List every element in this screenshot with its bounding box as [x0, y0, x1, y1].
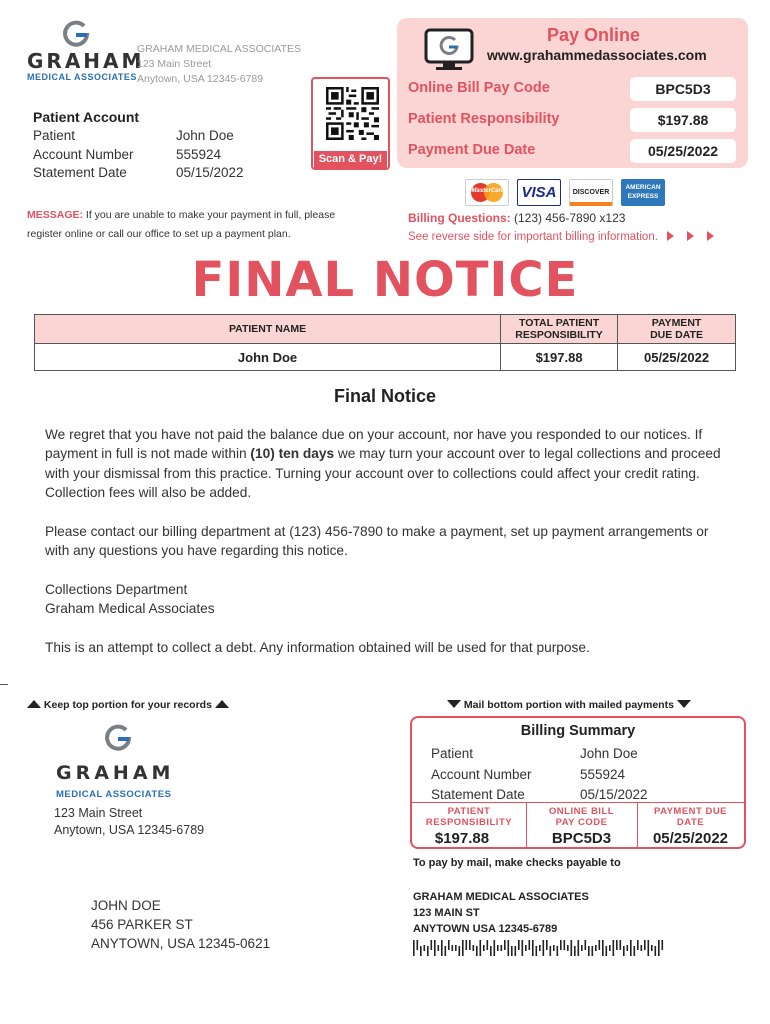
barcode-bar: [476, 946, 478, 956]
table-cell-patient-name: John Doe: [35, 344, 501, 371]
bs-col-paycode-value: BPC5D3: [551, 830, 612, 847]
qr-code-icon: [326, 87, 379, 140]
table-header-due: PAYMENT DUE DATE: [618, 315, 736, 344]
pay-online-url[interactable]: www.grahammedassociates.com: [487, 47, 707, 63]
barcode-bar: [606, 946, 608, 956]
barcode-bar: [609, 945, 611, 951]
barcode-bar: [522, 940, 524, 956]
barcode-bar: [448, 940, 450, 950]
barcode-bar: [553, 945, 555, 951]
patient-responsibility-value: $197.88: [630, 108, 736, 132]
bs-col-label: PAYMENT DUE: [653, 806, 728, 817]
barcode-bar: [637, 940, 639, 950]
triangle-down-icon: [447, 700, 461, 708]
barcode-bar: [525, 945, 527, 951]
table-cell-due: 05/25/2022: [618, 344, 736, 371]
bs-col-responsibility-value: $197.88: [434, 830, 490, 847]
org-street: 123 Main Street: [137, 58, 212, 70]
stub-logo-wordmark: GRAHAM: [56, 762, 175, 784]
mastercard-icon: [465, 179, 509, 206]
logo-subtitle: MEDICAL ASSOCIATES: [27, 72, 137, 82]
message-line2: register online or call our office to set up a payment plan.: [27, 228, 291, 240]
barcode-bar: [571, 940, 573, 956]
barcode-bar: [515, 946, 517, 956]
barcode-bar: [473, 945, 475, 951]
bs-col-due-label: [637, 807, 744, 828]
scan-pay-label: Scan & Pay!: [314, 151, 387, 168]
pay-online-title: Pay Online: [547, 25, 641, 45]
barcode-bar: [539, 945, 541, 951]
patient-mailing-address: [91, 896, 270, 953]
barcode-bar: [560, 940, 562, 950]
barcode-bar: [518, 940, 520, 950]
bs-value-patient: John Doe: [580, 746, 638, 761]
account-label-patient: Patient: [33, 128, 76, 143]
letter-paragraph-2: Please contact our billing department at (123) 456-7890 to make a payment, set up payment arrangements or with any questions you have regarding this notice.: [45, 524, 709, 559]
barcode-bar: [662, 940, 664, 950]
barcode-bar: [585, 940, 587, 950]
barcode-bar: [620, 940, 622, 950]
bill-pay-code-label: Online Bill Pay Code: [408, 80, 550, 96]
bill-pay-code-value: BPC5D3: [630, 77, 736, 101]
letter-p1-b: we may turn your account over to legal collections and proceed with your dismissal from this practice. Turning your account over to collections could affect your credit rating. Collection fees will also be added.: [45, 446, 721, 500]
table-header-patient-name: PATIENT NAME: [35, 315, 501, 344]
bs-col-label: PATIENT: [447, 806, 491, 817]
qr-code-panel[interactable]: [311, 77, 390, 170]
org-address: [137, 42, 301, 87]
letter-p1-a: We regret that you have not paid the balance due on your account, nor have you responded to our notices. If payment in full is not made within: [45, 427, 703, 462]
letter-signature: [45, 580, 735, 619]
logo-wordmark: GRAHAM: [27, 49, 145, 73]
payable-note: To pay by mail, make checks payable to: [413, 857, 621, 869]
barcode-bar: [455, 945, 457, 951]
patient-responsibility-label: Patient Responsibility: [408, 111, 560, 127]
reverse-side-note: [408, 231, 719, 243]
barcode-bar: [634, 946, 636, 956]
tear-mark: [0, 684, 8, 685]
bs-value-date: 05/15/2022: [580, 787, 648, 802]
account-labels: [33, 127, 134, 183]
barcode-bar: [469, 940, 471, 950]
stub-org-city: Anytown, USA 12345-6789: [54, 823, 205, 837]
keep-top-text: Keep top portion for your records: [43, 699, 212, 711]
barcode-bar: [578, 940, 580, 956]
barcode-bar: [452, 945, 454, 951]
letter-paragraph-3: This is an attempt to collect a debt. Any information obtained will be used for that purpose.: [45, 640, 590, 655]
barcode-bar: [434, 940, 436, 956]
mastercard-text: MasterCard: [471, 188, 505, 194]
barcode-bar: [529, 940, 531, 950]
bs-col-paycode-label: [526, 807, 637, 828]
reverse-side-text: See reverse side for important billing information.: [408, 231, 658, 243]
barcode-bar: [550, 946, 552, 956]
keep-top-note: [27, 699, 229, 711]
divider: [412, 802, 744, 803]
org-name: GRAHAM MEDICAL ASSOCIATES: [137, 43, 301, 55]
barcode-bar: [501, 945, 503, 951]
barcode-bar: [588, 946, 590, 956]
barcode-bar: [658, 940, 660, 956]
stub-org-street: 123 Main Street: [54, 806, 143, 820]
barcode-bar: [546, 940, 548, 950]
barcode-bar: [494, 940, 496, 956]
barcode-bar: [536, 946, 538, 956]
graham-logo-icon: [104, 724, 132, 752]
message-line1: If you are unable to make your payment in full, please: [83, 209, 336, 221]
payment-due-label: Payment Due Date: [408, 142, 536, 158]
mail-bottom-text: Mail bottom portion with mailed payments: [463, 699, 674, 711]
message-label: MESSAGE:: [27, 209, 84, 221]
remit-addr-line: 123 MAIN ST: [413, 907, 480, 919]
barcode-bar: [483, 945, 485, 951]
barcode-bar: [445, 946, 447, 956]
barcode-bar: [623, 946, 625, 956]
billing-questions: [408, 211, 625, 225]
barcode-bar: [487, 940, 489, 950]
barcode-bar: [504, 940, 506, 950]
bs-label-date: Statement Date: [431, 787, 525, 802]
account-value-number: 555924: [176, 146, 222, 162]
bs-value-account: 555924: [580, 766, 626, 782]
barcode-bar: [567, 945, 569, 951]
letter-p1-bold: (10) ten days: [250, 446, 335, 462]
barcode-bar: [441, 940, 443, 956]
message-text: [27, 206, 397, 244]
bs-label-patient: Patient: [431, 746, 474, 761]
triangle-up-icon: [27, 700, 41, 708]
barcode-bar: [648, 940, 650, 956]
letter-signature-org: Graham Medical Associates: [45, 601, 215, 617]
barcode-bar: [616, 940, 618, 950]
barcode-bar: [480, 940, 482, 956]
barcode-bar: [427, 946, 429, 956]
letter-paragraph-1: [45, 425, 735, 502]
table-row: [35, 344, 736, 371]
barcode-bar: [651, 945, 653, 951]
barcode-bar: [644, 940, 646, 950]
bs-col-due-value: 05/25/2022: [652, 830, 729, 847]
barcode-bar: [431, 940, 433, 950]
discover-icon: DISCOVER: [569, 179, 613, 206]
barcode-bar: [532, 940, 534, 956]
patient-addr-line: ANYTOWN, USA 12345-0621: [91, 936, 271, 951]
bs-col-label: PAY CODE: [555, 816, 608, 828]
letter-signature-dept: Collections Department: [45, 582, 188, 597]
patient-addr-line: JOHN DOE: [91, 898, 161, 913]
barcode-bar: [417, 940, 419, 950]
barcode-bar: [564, 940, 566, 950]
account-values: [176, 127, 244, 183]
triangle-up-icon: [215, 700, 229, 708]
computer-monitor-icon: [424, 28, 480, 74]
barcode-bar: [599, 940, 601, 950]
letter-heading: Final Notice: [333, 386, 436, 406]
barcode-bar: [424, 945, 426, 951]
barcode-bar: [413, 940, 415, 956]
barcode-bar: [627, 945, 629, 951]
barcode-bar: [508, 940, 510, 956]
barcode-bar: [613, 940, 615, 956]
barcode-bar: [595, 945, 597, 951]
barcode-bar: [459, 946, 461, 956]
remit-address: [413, 889, 589, 937]
remit-addr-line: ANYTOWN USA 12345-6789: [413, 923, 558, 935]
billing-summary-values: [580, 744, 648, 806]
billing-questions-label: Billing Questions:: [408, 211, 511, 225]
account-value-date: 05/15/2022: [176, 165, 244, 180]
account-value-patient: John Doe: [176, 128, 234, 143]
billing-summary-labels: [431, 744, 532, 806]
barcode-bar: [581, 945, 583, 951]
barcode-bar: [420, 946, 422, 956]
barcode-bar: [574, 946, 576, 956]
barcode-bar: [641, 945, 643, 951]
table-header-row: [35, 315, 736, 344]
barcode-bar: [438, 945, 440, 951]
patient-account-heading: Patient Account: [33, 109, 140, 125]
final-notice-title: FINAL NOTICE: [191, 252, 579, 308]
barcode-bar: [511, 946, 513, 956]
payment-due-value: 05/25/2022: [630, 139, 736, 163]
mail-bottom-note: [447, 699, 691, 711]
account-label-date: Statement Date: [33, 165, 127, 180]
triangle-down-icon: [677, 700, 691, 708]
stub-org-address: [54, 805, 204, 839]
bs-col-label: RESPONSIBILITY: [425, 816, 513, 828]
payment-cards: [465, 179, 665, 206]
barcode-bar: [466, 940, 468, 950]
table-header-total: TOTAL PATIENT RESPONSIBILITY: [501, 315, 618, 344]
stub-logo-subtitle: MEDICAL ASSOCIATES: [56, 789, 172, 800]
bs-col-label: DATE: [676, 816, 705, 828]
bs-col-responsibility-label: [412, 807, 526, 828]
amex-icon: AMERICAN EXPRESS: [621, 179, 665, 206]
barcode-bar: [630, 940, 632, 956]
graham-logo-icon: [62, 20, 90, 48]
barcode-bar: [557, 946, 559, 956]
barcode-bar: [655, 946, 657, 956]
barcode-bar: [602, 940, 604, 956]
org-city: Anytown, USA 12345-6789: [137, 73, 264, 85]
remit-addr-line: GRAHAM MEDICAL ASSOCIATES: [413, 891, 589, 903]
bs-col-label: ONLINE BILL: [548, 806, 615, 817]
patient-addr-line: 456 PARKER ST: [91, 917, 193, 932]
visa-icon: VISA: [517, 179, 561, 206]
patient-summary-table: [34, 314, 736, 371]
barcode-bar: [543, 940, 545, 956]
bs-label-account: Account Number: [431, 766, 532, 782]
table-cell-total: $197.88: [501, 344, 618, 371]
billing-phone: (123) 456-7890 x123: [510, 211, 626, 225]
barcode-bar: [490, 946, 492, 956]
barcode-bar: [497, 945, 499, 951]
arrow-right-icon: [667, 231, 719, 241]
account-label-number: Account Number: [33, 146, 134, 162]
billing-summary-panel: [410, 716, 746, 849]
postal-barcode-icon: [413, 940, 669, 956]
billing-summary-title: Billing Summary: [520, 723, 636, 739]
barcode-bar: [462, 940, 464, 956]
barcode-bar: [592, 946, 594, 956]
